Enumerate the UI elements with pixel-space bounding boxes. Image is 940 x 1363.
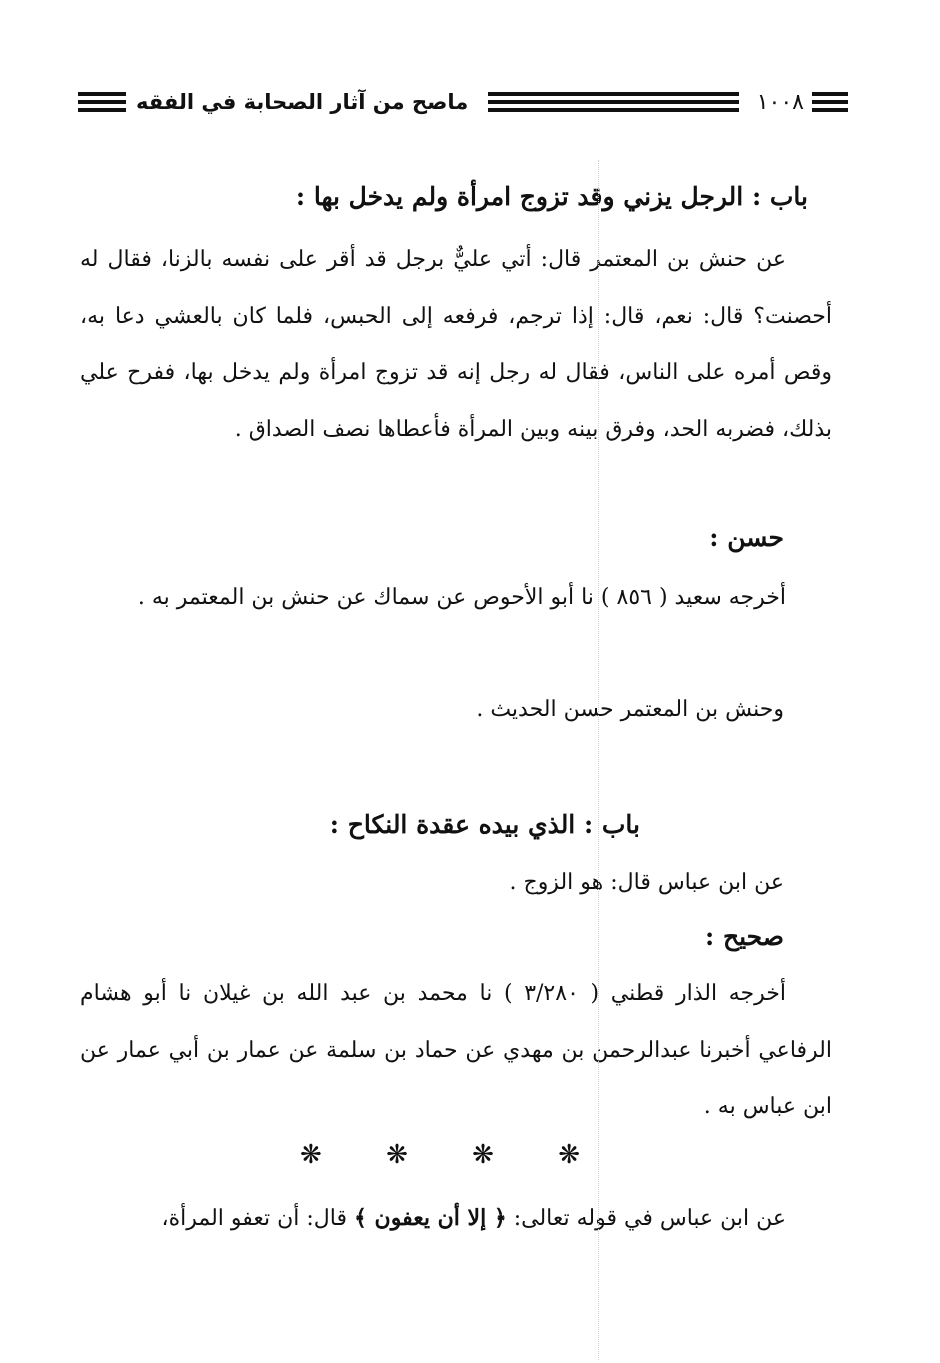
section2-takhrij-content: أخرجه الذار قطني ( ٣/٢٨٠ ) نا محمد بن عبد الله بن غيلان نا أبو هشام الرفاعي أخبرنا عبدالرحمن بن مهدي عن حماد بن سلمة عن عمار بن أبي عمار عن ابن عباس به .: [80, 981, 832, 1119]
page-number: ١٠٠٨: [756, 89, 804, 115]
separator-star-icon: ❋: [386, 1140, 408, 1170]
separator-star-icon: ❋: [300, 1140, 322, 1170]
section3-text: [80, 1190, 832, 1248]
section2-text: عن ابن عباس قال: هو الزوج .: [509, 870, 784, 895]
separator-star-icon: ❋: [472, 1140, 494, 1170]
section3-rest: قال: أن تعفو المرأة،: [161, 1206, 354, 1231]
quran-verse: ﴿ إلا أن يعفون ﴾: [354, 1205, 507, 1231]
section2-grade: صحيح :: [705, 922, 784, 951]
separator-star-icon: ❋: [558, 1140, 580, 1170]
header-rule-right: [812, 92, 848, 112]
section1-text: [80, 232, 832, 458]
section1-takhrij: [80, 570, 832, 627]
section1-grade: حسن :: [709, 523, 784, 552]
section1-text-content: عن حنش بن المعتمر قال: أتي عليٌّ برجل قد أقر على نفسه بالزنا، فقال له أحصنت؟ قال: نعم، قال: إذا ترجم، فرفعه إلى الحبس، فلما كان بالعشي دعا به، وقص أمره على الناس، فقال له رجل إنه قد تزوج امرأة ولم يدخل بها، ففرح علي بذلك، فضربه الحد، وفرق بينه وبين المرأة فأعطاها نصف الصداق .: [80, 247, 833, 442]
page-header: [78, 84, 848, 120]
section3-intro: عن ابن عباس في قوله تعالى:: [506, 1206, 786, 1231]
section-separator: [300, 1140, 580, 1170]
running-title: ماصح من آثار الصحابة في الفقه: [136, 90, 469, 114]
section1-takhrij-content: أخرجه سعيد ( ٨٥٦ ) نا أبو الأحوص عن سماك عن حنش بن المعتمر به .: [137, 585, 786, 610]
section2-heading: باب : الذي بيده عقدة النكاح :: [329, 810, 640, 839]
header-rule-left: [78, 92, 126, 112]
section2-takhrij: [80, 966, 832, 1136]
scan-fold-line: [598, 160, 599, 1360]
section1-heading: باب : الرجل يزني وقد تزوج امرأة ولم يدخل بها :: [295, 182, 808, 211]
section1-note: وحنش بن المعتمر حسن الحديث .: [476, 697, 784, 722]
header-rule-middle: [488, 92, 738, 112]
